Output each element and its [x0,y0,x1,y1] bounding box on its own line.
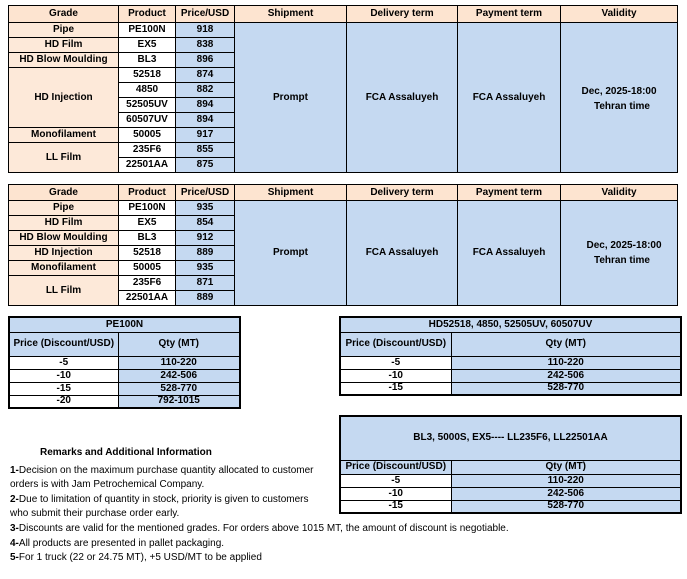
validity-cell [561,201,678,306]
remark-item-continued: who submit their purchase order early. [10,508,180,520]
discount-qty: 242-506 [451,487,681,500]
product-cell: 235F6 [119,276,176,291]
price-cell: 875 [176,158,235,173]
product-cell: 52518 [119,246,176,261]
remark-item [10,464,530,479]
remark-item [10,551,530,566]
discount-col-qty: Qty (MT) [118,332,240,356]
price-cell: 874 [176,68,235,83]
discount-col-qty: Qty (MT) [451,460,681,474]
discount-value: -5 [340,356,451,369]
grade-cell: Monofilament [9,128,119,143]
remark-number: 4- [10,537,19,549]
header-grade: Grade [9,6,119,23]
price-cell: 917 [176,128,235,143]
remark-text: Discounts are valid for the mentioned grades. For orders above 1015 MT, the amount of discount is negotiable. [18,522,509,534]
discount-title: BL3, 5000S, EX5---- LL235F6, LL22501AA [340,416,681,460]
grade-cell: Pipe [9,23,119,38]
remark-number: 1- [10,464,19,476]
product-cell: 235F6 [119,143,176,158]
remark-text: Due to limitation of quantity in stock, priority is given to customers [18,493,309,505]
header-shipment: Shipment [235,6,347,23]
price-cell: 889 [176,291,235,306]
discount-value: -5 [340,474,451,487]
product-cell: 4850 [119,83,176,98]
product-cell: 50005 [119,128,176,143]
discount-value: -15 [9,382,118,395]
header-price: Price/USD [176,6,235,23]
discount-value: -15 [340,382,451,395]
grade-cell: HD Blow Moulding [9,53,119,68]
product-cell: BL3 [119,231,176,246]
discount-qty: 528-770 [451,500,681,513]
discount-qty: 528-770 [451,382,681,395]
header-payment-term: Payment term [458,185,561,201]
price-table-2 [8,184,678,306]
grade-cell: HD Injection [9,68,119,128]
header-payment-term: Payment term [458,6,561,23]
price-cell: 854 [176,216,235,231]
grade-cell: Pipe [9,201,119,216]
header-grade: Grade [9,185,119,201]
price-cell: 935 [176,201,235,216]
delivery-cell: FCA Assaluyeh [347,201,458,306]
product-cell: 22501AA [119,158,176,173]
price-cell: 838 [176,38,235,53]
header-validity: Validity [561,6,678,23]
grade-cell: HD Film [9,216,119,231]
product-cell: EX5 [119,38,176,53]
product-cell: 52518 [119,68,176,83]
remark-item-continued: orders is with Jam Petrochemical Company. [10,479,205,491]
discount-qty: 242-506 [118,369,240,382]
price-table-1 [8,5,678,173]
discount-col-price: Price (Discount/USD) [340,332,451,356]
discount-value: -10 [9,369,118,382]
discount-value: -5 [9,356,118,369]
product-cell: PE100N [119,201,176,216]
price-cell: 918 [176,23,235,38]
remark-number: 3- [10,522,19,534]
product-cell: BL3 [119,53,176,68]
payment-cell: FCA Assaluyeh [458,23,561,173]
remark-item [10,522,530,537]
discount-value: -10 [340,369,451,382]
header-product: Product [119,185,176,201]
shipment-cell: Prompt [235,23,347,173]
grade-cell: HD Blow Moulding [9,231,119,246]
grade-cell: LL Film [9,276,119,306]
discount-col-price: Price (Discount/USD) [340,460,451,474]
discount-qty: 110-220 [118,356,240,369]
discount-value: -10 [340,487,451,500]
price-cell: 894 [176,113,235,128]
shipment-cell: Prompt [235,201,347,306]
header-price: Price/USD [176,185,235,201]
discount-title: HD52518, 4850, 52505UV, 60507UV [340,317,681,332]
discount-title: PE100N [9,317,240,332]
grade-cell: LL Film [9,143,119,173]
remark-text: For 1 truck (22 or 24.75 MT), +5 USD/MT to be applied [18,552,262,564]
remark-number: 2- [10,493,19,505]
price-cell: 882 [176,83,235,98]
remark-item [10,493,530,508]
product-cell: 22501AA [119,291,176,306]
discount-qty: 110-220 [451,356,681,369]
product-cell: 52505UV [119,98,176,113]
discount-qty: 792-1015 [118,395,240,408]
discount-qty: 110-220 [451,474,681,487]
grade-cell: HD Injection [9,246,119,261]
remark-item [10,537,530,552]
price-cell: 894 [176,98,235,113]
product-cell: PE100N [119,23,176,38]
remarks-section [10,446,530,566]
remarks-title: Remarks and Additional Information [40,447,212,458]
grade-cell: Monofilament [9,261,119,276]
grade-cell: HD Film [9,38,119,53]
validity-zone: Tehran time [594,100,650,112]
price-cell: 855 [176,143,235,158]
discount-value: -15 [340,500,451,513]
price-cell: 912 [176,231,235,246]
discount-qty: 242-506 [451,369,681,382]
remark-text: All products are presented in pallet packaging. [18,537,225,549]
remark-text: Decision on the maximum purchase quantity allocated to customer [18,464,314,476]
discount-col-qty: Qty (MT) [451,332,681,356]
product-cell: 60507UV [119,113,176,128]
validity-cell [561,23,678,173]
price-cell: 889 [176,246,235,261]
discount-table-pe100n [8,316,241,409]
validity-date: Dec, 2025-18:00 [581,85,657,97]
validity-zone: Tehran time [594,255,650,266]
remark-number: 5- [10,552,19,564]
header-delivery-term: Delivery term [347,6,458,23]
price-cell: 871 [176,276,235,291]
product-cell: 50005 [119,261,176,276]
product-cell: EX5 [119,216,176,231]
header-validity: Validity [561,185,678,201]
validity-date: Dec, 2025-18:00 [586,240,662,251]
price-cell: 935 [176,261,235,276]
price-cell: 896 [176,53,235,68]
discount-col-price: Price (Discount/USD) [9,332,118,356]
header-shipment: Shipment [235,185,347,201]
header-delivery-term: Delivery term [347,185,458,201]
discount-qty: 528-770 [118,382,240,395]
payment-cell: FCA Assaluyeh [458,201,561,306]
header-product: Product [119,6,176,23]
delivery-cell: FCA Assaluyeh [347,23,458,173]
discount-table-hd [339,316,682,396]
discount-value: -20 [9,395,118,408]
